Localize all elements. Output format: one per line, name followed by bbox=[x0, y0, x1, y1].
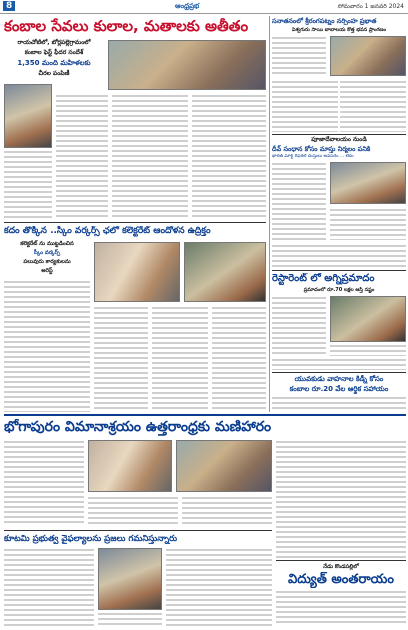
story9-body bbox=[4, 548, 94, 626]
story3-subhead: విశ్వగురు సాయి బాబాలయ కొత్త భవన ప్రాంగణం bbox=[291, 27, 387, 33]
story2-kicker-line: స్కీం వర్కర్స్ bbox=[33, 250, 61, 256]
story6-subhead: కంబాల రూ.20 వేల ఆర్థిక సహాయం bbox=[289, 385, 389, 393]
story2-kicker-line: అరెస్ట్ bbox=[41, 268, 53, 274]
divider bbox=[272, 270, 406, 271]
story4-photo bbox=[330, 162, 406, 204]
story4-body bbox=[272, 244, 406, 268]
story4-body bbox=[330, 208, 406, 240]
story1-kicker-line: చీరల పంపిణీ bbox=[38, 70, 70, 77]
story1-photo-side bbox=[4, 84, 52, 148]
story4-headline: దీవ్ సంధాన కోసం మాస్తు నిర్మలం పనికి bbox=[272, 145, 371, 153]
story7-photo-1 bbox=[88, 440, 172, 492]
story1-kicker bbox=[4, 38, 104, 79]
story7-body bbox=[182, 496, 272, 526]
story2-body bbox=[94, 306, 148, 412]
story2-body bbox=[4, 280, 90, 412]
divider bbox=[272, 134, 406, 135]
story8-kicker: నేడు కొండపల్లిలో bbox=[323, 564, 359, 570]
story4-body bbox=[272, 162, 326, 240]
story5-body bbox=[272, 296, 326, 356]
story2-body bbox=[152, 306, 208, 412]
story5-body bbox=[330, 344, 406, 356]
divider bbox=[4, 222, 266, 223]
story6-headline: యువకుడు వాహనాల కిడ్నీ కోసం bbox=[294, 375, 384, 383]
column-divider bbox=[269, 16, 270, 412]
story8-body bbox=[276, 590, 406, 626]
story4-kicker: పూజాదేవాలయం నుండి bbox=[311, 136, 367, 143]
story1-body bbox=[56, 94, 108, 220]
story1-kicker-line: కంబాల ఫెస్ట్ ఫీదర సందేశ్ bbox=[24, 49, 84, 56]
story7-body bbox=[88, 496, 178, 526]
story7-photo-2 bbox=[176, 440, 272, 492]
story1-photo-main bbox=[108, 40, 266, 90]
story1-body bbox=[4, 150, 52, 220]
story9-portrait bbox=[98, 548, 162, 610]
page-number: 8 bbox=[3, 1, 15, 11]
story2-photo-1 bbox=[94, 242, 180, 302]
section-rule bbox=[4, 414, 406, 416]
story3-body bbox=[340, 80, 406, 132]
story1-body bbox=[112, 94, 188, 220]
story5-photo bbox=[330, 296, 406, 342]
story6-body bbox=[272, 396, 406, 410]
divider bbox=[272, 372, 406, 373]
story7-headline: భోగాపురం విమానాశ్రయం ఉత్తరాంధ్రకు మణిహారం bbox=[4, 419, 272, 435]
story7-body bbox=[4, 440, 84, 526]
story4-subhead: భారత్ మార్ట్ రిఫరల్ దుస్తులు అవసరం ... లేదు bbox=[272, 154, 354, 159]
story7-body bbox=[276, 440, 406, 558]
issue-date: సోమవారం 1 జనవరి 2024 bbox=[337, 3, 404, 10]
divider bbox=[276, 560, 406, 561]
story2-photo-2 bbox=[184, 242, 266, 302]
story5-body bbox=[272, 358, 406, 370]
story9-body bbox=[98, 612, 162, 626]
story2-headline: కదం తొక్కిన ..స్కీం వర్కర్స్ ఛలో కలెక్టరేట్ ఆందోళన ఉద్రిక్తం bbox=[4, 226, 211, 236]
masthead: ఆంధ్రప్రభ bbox=[175, 2, 200, 10]
story2-body bbox=[212, 306, 266, 412]
story9-body bbox=[166, 548, 272, 626]
story3-body bbox=[272, 80, 338, 132]
story8-headline: విద్యుత్ అంతరాయం bbox=[288, 572, 394, 587]
story2-kicker-line: పలువురు కార్యకులను bbox=[23, 259, 71, 265]
story1-kicker-line: 1,350 మంది మహిళలకు bbox=[17, 59, 91, 67]
story1-headline: కంబాల సేవలు కులాల, మతాలకు అతీతం bbox=[4, 17, 249, 35]
story2-kicker bbox=[4, 240, 90, 276]
story3-body bbox=[272, 36, 326, 76]
story2-kicker-line: కలెక్టరేట్ ను ముట్టడించిన bbox=[20, 241, 74, 247]
story1-kicker-line: రాయచోటిలో, బోర్లపల్లెగ్రామంలో bbox=[17, 39, 91, 46]
divider bbox=[4, 530, 272, 531]
story3-photo bbox=[330, 36, 406, 76]
story5-subhead: ప్రమాదంలో రూ.70 లక్షల ఆస్తి నష్టం bbox=[303, 287, 375, 293]
story3-headline: సనాతనంలో శ్రీరంగపట్నం నర్సింహ ప్రభాత bbox=[272, 17, 377, 25]
story5-headline: రెస్టారెంట్ లో అగ్నిప్రమాదం bbox=[272, 273, 375, 284]
story1-body bbox=[192, 94, 266, 220]
story9-headline: కూటమి ప్రభుత్వ వైఫల్యాలను ప్రజలు గమనిస్తున్నారు bbox=[4, 534, 178, 544]
